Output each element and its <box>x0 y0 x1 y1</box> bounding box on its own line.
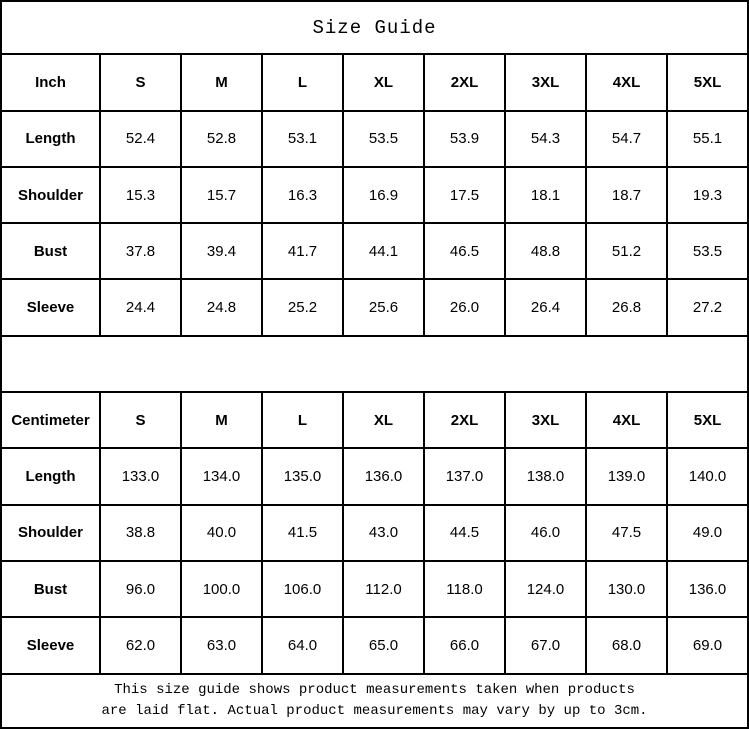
value-cell: 118.0 <box>424 561 505 617</box>
value-cell: 26.4 <box>505 279 586 335</box>
row-label: Length <box>1 448 100 504</box>
value-cell: 18.1 <box>505 167 586 223</box>
value-cell: 53.1 <box>262 111 343 167</box>
value-cell: 137.0 <box>424 448 505 504</box>
size-header-s: S <box>100 54 181 110</box>
value-cell: 53.5 <box>667 223 748 279</box>
footer-note-line2: are laid flat. Actual product measurements may vary by up to 3cm. <box>101 702 648 719</box>
inch-shoulder-row <box>1 167 748 223</box>
unit-header-centimeter: Centimeter <box>1 392 100 448</box>
value-cell: 138.0 <box>505 448 586 504</box>
value-cell: 39.4 <box>181 223 262 279</box>
value-cell: 44.5 <box>424 505 505 561</box>
value-cell: 26.8 <box>586 279 667 335</box>
value-cell: 38.8 <box>100 505 181 561</box>
value-cell: 26.0 <box>424 279 505 335</box>
value-cell: 136.0 <box>667 561 748 617</box>
value-cell: 40.0 <box>181 505 262 561</box>
title-row <box>1 1 748 54</box>
value-cell: 16.9 <box>343 167 424 223</box>
value-cell: 52.4 <box>100 111 181 167</box>
row-label: Shoulder <box>1 505 100 561</box>
value-cell: 67.0 <box>505 617 586 673</box>
value-cell: 140.0 <box>667 448 748 504</box>
value-cell: 69.0 <box>667 617 748 673</box>
value-cell: 62.0 <box>100 617 181 673</box>
row-label: Bust <box>1 223 100 279</box>
size-header-xl: XL <box>343 392 424 448</box>
value-cell: 49.0 <box>667 505 748 561</box>
value-cell: 44.1 <box>343 223 424 279</box>
value-cell: 37.8 <box>100 223 181 279</box>
size-header-xl: XL <box>343 54 424 110</box>
value-cell: 52.8 <box>181 111 262 167</box>
value-cell: 24.8 <box>181 279 262 335</box>
value-cell: 53.9 <box>424 111 505 167</box>
row-label: Length <box>1 111 100 167</box>
value-cell: 66.0 <box>424 617 505 673</box>
value-cell: 130.0 <box>586 561 667 617</box>
size-header-3xl: 3XL <box>505 392 586 448</box>
value-cell: 17.5 <box>424 167 505 223</box>
cm-bust-row <box>1 561 748 617</box>
value-cell: 54.3 <box>505 111 586 167</box>
spacer-row <box>1 336 748 392</box>
inch-length-row <box>1 111 748 167</box>
value-cell: 134.0 <box>181 448 262 504</box>
cm-shoulder-row <box>1 505 748 561</box>
inch-sleeve-row <box>1 279 748 335</box>
value-cell: 54.7 <box>586 111 667 167</box>
cm-length-row <box>1 448 748 504</box>
value-cell: 51.2 <box>586 223 667 279</box>
row-label: Shoulder <box>1 167 100 223</box>
size-header-2xl: 2XL <box>424 392 505 448</box>
page-title: Size Guide <box>1 1 748 54</box>
value-cell: 41.5 <box>262 505 343 561</box>
size-header-5xl: 5XL <box>667 54 748 110</box>
size-header-l: L <box>262 54 343 110</box>
value-cell: 25.6 <box>343 279 424 335</box>
size-header-3xl: 3XL <box>505 54 586 110</box>
value-cell: 135.0 <box>262 448 343 504</box>
inch-bust-row <box>1 223 748 279</box>
row-label: Bust <box>1 561 100 617</box>
value-cell: 27.2 <box>667 279 748 335</box>
size-header-2xl: 2XL <box>424 54 505 110</box>
value-cell: 15.3 <box>100 167 181 223</box>
row-label: Sleeve <box>1 279 100 335</box>
value-cell: 41.7 <box>262 223 343 279</box>
size-header-l: L <box>262 392 343 448</box>
value-cell: 112.0 <box>343 561 424 617</box>
size-header-5xl: 5XL <box>667 392 748 448</box>
size-header-m: M <box>181 392 262 448</box>
cm-header-row <box>1 392 748 448</box>
value-cell: 46.5 <box>424 223 505 279</box>
value-cell: 139.0 <box>586 448 667 504</box>
value-cell: 15.7 <box>181 167 262 223</box>
size-header-4xl: 4XL <box>586 392 667 448</box>
value-cell: 53.5 <box>343 111 424 167</box>
value-cell: 16.3 <box>262 167 343 223</box>
cm-sleeve-row <box>1 617 748 673</box>
value-cell: 18.7 <box>586 167 667 223</box>
value-cell: 65.0 <box>343 617 424 673</box>
spacer-cell <box>1 336 748 392</box>
value-cell: 46.0 <box>505 505 586 561</box>
unit-header-inch: Inch <box>1 54 100 110</box>
value-cell: 24.4 <box>100 279 181 335</box>
footer-note <box>1 674 748 728</box>
value-cell: 55.1 <box>667 111 748 167</box>
footer-row <box>1 674 748 728</box>
value-cell: 43.0 <box>343 505 424 561</box>
value-cell: 133.0 <box>100 448 181 504</box>
footer-note-line1: This size guide shows product measurements taken when products <box>114 681 635 698</box>
value-cell: 106.0 <box>262 561 343 617</box>
value-cell: 48.8 <box>505 223 586 279</box>
value-cell: 96.0 <box>100 561 181 617</box>
value-cell: 64.0 <box>262 617 343 673</box>
value-cell: 124.0 <box>505 561 586 617</box>
value-cell: 25.2 <box>262 279 343 335</box>
value-cell: 136.0 <box>343 448 424 504</box>
value-cell: 63.0 <box>181 617 262 673</box>
value-cell: 100.0 <box>181 561 262 617</box>
size-header-m: M <box>181 54 262 110</box>
inch-header-row <box>1 54 748 110</box>
size-header-s: S <box>100 392 181 448</box>
row-label: Sleeve <box>1 617 100 673</box>
size-header-4xl: 4XL <box>586 54 667 110</box>
value-cell: 68.0 <box>586 617 667 673</box>
value-cell: 19.3 <box>667 167 748 223</box>
value-cell: 47.5 <box>586 505 667 561</box>
